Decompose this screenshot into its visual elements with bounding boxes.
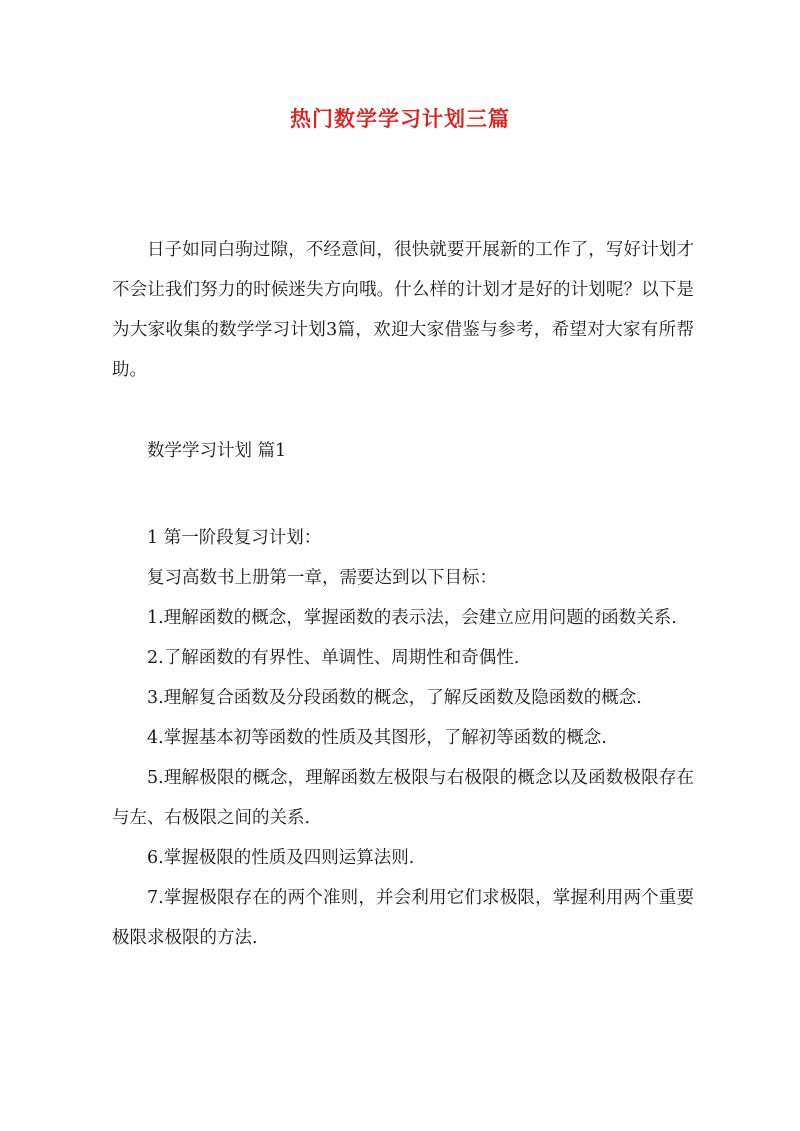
list-item-5: 5.理解极限的概念，理解函数左极限与右极限的概念以及函数极限存在与左、右极限之间的关系. — [112, 768, 694, 828]
list-item-3: 3.理解复合函数及分段函数的概念，了解反函数及隐函数的概念. — [147, 688, 642, 708]
section-heading-block — [112, 431, 694, 471]
section-heading: 数学学习计划 篇1 — [147, 441, 287, 461]
intro-block — [112, 230, 694, 390]
list-item-4: 4.掌握基本初等函数的性质及其图形，了解初等函数的概念. — [147, 728, 607, 748]
intro-paragraph: 日子如同白驹过隙，不经意间，很快就要开展新的工作了，写好计划才不会让我们努力的时候迷失方向哦。什么样的计划才是好的计划呢？以下是为大家收集的数学学习计划3篇，欢迎大家借鉴与参考，希望对大家有所帮助。 — [112, 240, 694, 380]
list-item-2: 2.了解函数的有界性、单调性、周期性和奇偶性. — [147, 648, 520, 668]
content-block — [112, 518, 694, 958]
document-title: 热门数学学习计划三篇 — [290, 106, 510, 131]
goal-line: 复习高数书上册第一章，需要达到以下目标： — [147, 568, 497, 588]
list-item-6: 6.掌握极限的性质及四则运算法则. — [147, 848, 415, 868]
list-item-1: 1.理解函数的概念，掌握函数的表示法，会建立应用问题的函数关系. — [147, 608, 677, 628]
stage-heading: 1 第一阶段复习计划： — [147, 528, 322, 548]
list-item-7: 7.掌握极限存在的两个准则，并会利用它们求极限，掌握利用两个重要极限求极限的方法. — [112, 888, 694, 948]
